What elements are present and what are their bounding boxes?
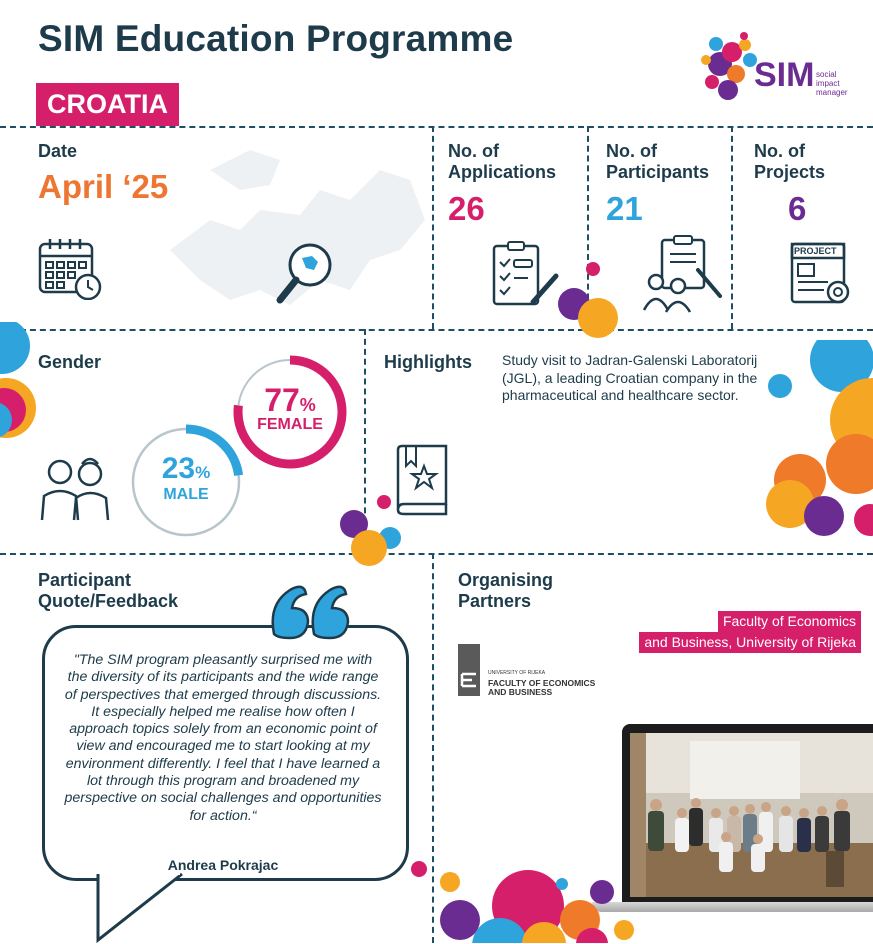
highlights-label: Highlights <box>384 352 472 372</box>
partner-tag-line: and Business, University of Rijeka <box>639 632 861 653</box>
faculty-logo-small: UNIVERSITY OF RIJEKA <box>488 670 546 676</box>
divider <box>0 126 873 128</box>
quote-marks-icon <box>270 578 354 642</box>
partner-tag-line: Faculty of Economics <box>718 611 861 632</box>
date-value: April ‘25 <box>38 168 169 205</box>
divider <box>0 553 873 555</box>
decorative-circles <box>405 855 435 885</box>
decorative-circles <box>432 820 642 943</box>
faculty-logo-line: FACULTY OF ECONOMICS <box>488 678 596 688</box>
group-photo <box>630 733 873 897</box>
laptop-photo <box>622 724 873 920</box>
applications-value: 26 <box>448 190 485 227</box>
male-label: MALE <box>163 486 209 503</box>
gender-label: Gender <box>38 352 102 372</box>
calendar-icon <box>38 236 104 300</box>
quote-author: Andrea Pokrajac <box>167 857 279 873</box>
female-value: 77 <box>264 382 300 418</box>
male-value: 23 <box>161 452 196 485</box>
participants-icon <box>640 234 724 314</box>
divider <box>0 329 873 331</box>
female-unit: % <box>299 395 316 415</box>
female-percent <box>230 382 350 419</box>
quote-label: Participant Quote/Feedback <box>38 570 179 611</box>
faculty-logo-mark <box>458 644 482 696</box>
male-unit: % <box>195 463 211 482</box>
participants-label: No. of Participants <box>606 141 710 182</box>
projects-label: No. of Projects <box>754 141 826 182</box>
projects-value: 6 <box>788 190 807 227</box>
sim-logo <box>700 30 860 110</box>
faculty-logo <box>458 644 618 696</box>
male-percent <box>126 452 246 486</box>
decorative-circles <box>550 256 630 342</box>
people-icon <box>40 456 112 522</box>
faculty-logo-line: AND BUSINESS <box>488 687 553 697</box>
page-title: SIM Education Programme <box>38 18 514 59</box>
decorative-circles <box>760 340 873 540</box>
divider <box>432 126 434 329</box>
partner-tag <box>639 611 861 653</box>
date-label: Date <box>38 141 78 161</box>
quote-text: "The SIM program pleasantly surprised me with the diversity of its participants and the wide range of perspectives that emerged through discussions. It especially helped me realise how often I approach topics solely from an economic point of view and encouraged me to start looking at my environment differently. I feel that I have learned a lot through this program and broadened my perspective on social challenges and opportunities for action.“ <box>64 652 382 824</box>
applications-label: No. of Applications <box>448 141 557 182</box>
female-label: FEMALE <box>257 416 323 433</box>
decorative-circles <box>330 490 410 570</box>
participants-value: 21 <box>606 190 643 227</box>
sim-logo-subtext: social impact manager <box>816 70 848 97</box>
country-badge: CROATIA <box>36 83 179 126</box>
highlights-text: Study visit to Jadran-Galenski Laboratorij (JGL), a leading Croatian company in the pharmaceutical and healthcare sector. <box>502 352 758 403</box>
magnifier-icon <box>272 240 342 310</box>
decorative-circles <box>0 322 40 444</box>
speech-tail <box>92 870 212 944</box>
project-icon-text: PROJECT <box>794 246 837 256</box>
partners-label: Organising Partners <box>458 570 554 611</box>
sim-logo-text: SIM <box>754 56 815 94</box>
divider <box>731 126 733 329</box>
